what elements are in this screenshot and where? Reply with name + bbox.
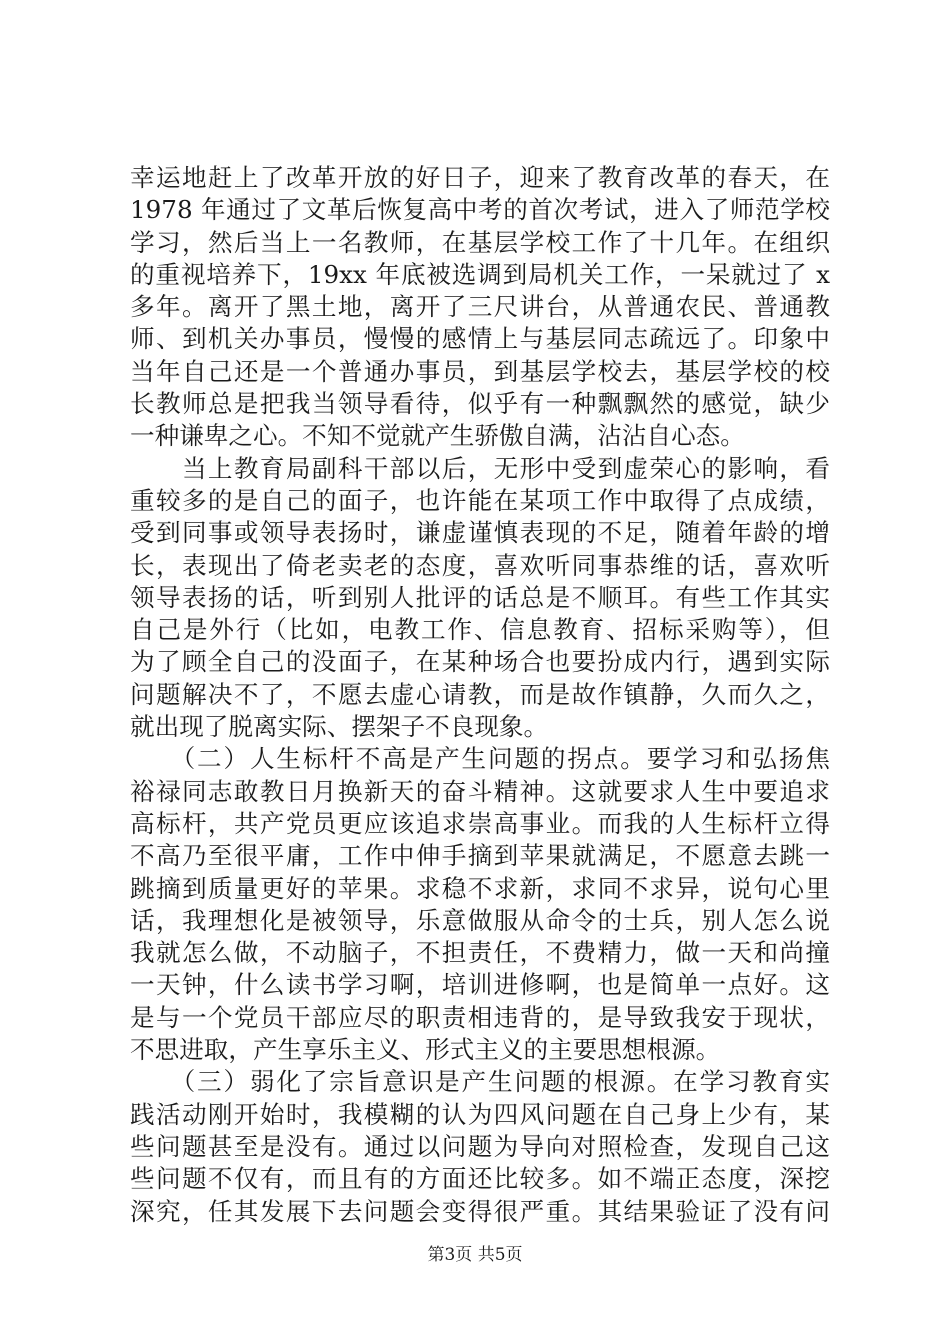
text-line: 当上教育局副科干部以后，无形中受到虚荣心的影响，看: [130, 453, 830, 483]
text-line: 一种谦卑之心。不知不觉就产生骄傲自满，沾沾自心态。: [130, 421, 745, 451]
text-line: 话，我理想化是被领导，乐意做服从命令的士兵，别人怎么说: [130, 905, 830, 935]
text-line: 些问题甚至是没有。通过以问题为导向对照检查，发现自己这: [130, 1131, 830, 1161]
text-line: 幸运地赶上了改革开放的好日子，迎来了教育改革的春天，在: [130, 163, 830, 192]
text-line: 自己是外行（比如，电教工作、信息教育、招标采购等），但: [130, 615, 830, 645]
text-line: 为了顾全自己的没面子，在某种场合也要扮成内行，遇到实际: [130, 647, 830, 677]
text-line: 问题解决不了，不愿去虚心请教，而是故作镇静，久而久之，: [130, 679, 830, 709]
body-text: [130, 162, 830, 1228]
text-line: 受到同事或领导表扬时，谦虚谨慎表现的不足，随着年龄的增: [130, 518, 830, 548]
text-line: 1978 年通过了文革后恢复高中考的首次考试，进入了师范学校: [130, 195, 830, 225]
text-line: 长教师总是把我当领导看待，似乎有一种飘飘然的感觉，缺少: [130, 389, 830, 419]
text-line: 高标杆，共产党员更应该追求崇高事业。而我的人生标杆立得: [130, 808, 830, 838]
text-line: 学习，然后当上一名教师，在基层学校工作了十几年。在组织: [130, 227, 830, 257]
text-line: 践活动刚开始时，我模糊的认为四风问题在自己身上少有，某: [130, 1099, 830, 1129]
text-line: 不思进取，产生享乐主义、形式主义的主要思想根源。: [130, 1035, 721, 1065]
text-line: 当年自己还是一个普通办事员，到基层学校去，基层学校的校: [130, 356, 830, 386]
text-line: 是与一个党员干部应尽的职责相违背的，是导致我安于现状，: [130, 1002, 830, 1032]
text-line: 师、到机关办事员，慢慢的感情上与基层同志疏远了。印象中: [130, 324, 830, 354]
text-line: （三）弱化了宗旨意识是产生问题的根源。在学习教育实: [130, 1067, 830, 1097]
page-number-footer: 第3页 共5页: [427, 1245, 523, 1265]
text-line: （二）人生标杆不高是产生问题的拐点。要学习和弘扬焦: [130, 744, 830, 774]
text-line: 就出现了脱离实际、摆架子不良现象。: [130, 712, 549, 742]
text-line: 的重视培养下，19xx 年底被选调到局机关工作，一呆就过了 x: [130, 259, 830, 289]
text-line: 裕禄同志敢教日月换新天的奋斗精神。这就要求人生中要追求: [130, 776, 830, 806]
text-line: 长，表现出了倚老卖老的态度，喜欢听同事恭维的话，喜欢听: [130, 550, 830, 580]
text-line: 我就怎么做，不动脑子，不担责任，不费精力，做一天和尚撞: [130, 938, 830, 968]
text-line: 些问题不仅有，而且有的方面还比较多。如不端正态度，深挖: [130, 1164, 830, 1194]
text-line: 多年。离开了黑土地，离开了三尺讲台，从普通农民、普通教: [130, 292, 830, 322]
text-line: 跳摘到质量更好的苹果。求稳不求新，求同不求异，说句心里: [130, 873, 830, 903]
text-line: 重较多的是自己的面子，也许能在某项工作中取得了点成绩，: [130, 485, 830, 515]
text-line: 领导表扬的话，听到别人批评的话总是不顺耳。有些工作其实: [130, 582, 830, 612]
text-line: 深究，任其发展下去问题会变得很严重。其结果验证了没有问: [130, 1196, 830, 1226]
text-line: 不高乃至很平庸，工作中伸手摘到苹果就满足，不愿意去跳一: [130, 841, 830, 871]
text-line: 一天钟，什么读书学习啊，培训进修啊，也是简单一点好。这: [130, 970, 830, 1000]
